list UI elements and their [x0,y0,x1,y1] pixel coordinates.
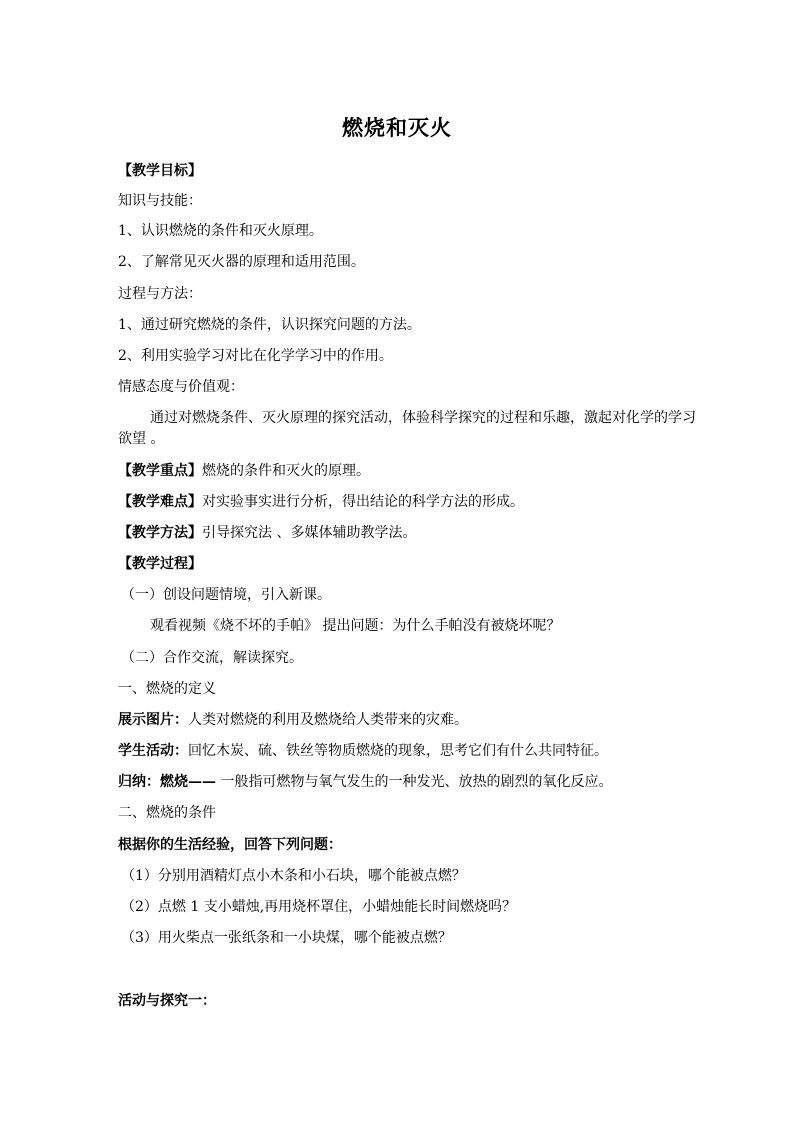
objectives-heading: 【教学目标】 [118,163,202,179]
question-3: （3）用火柴点一张纸条和一小块煤，哪个能被点燃？ [121,930,452,946]
summary-line [118,772,708,793]
knowledge-item-1: 1、认识燃烧的条件和灭火原理。 [118,223,323,239]
emotion-heading: 情感态度与价值观： [118,379,244,395]
step-2: （二）合作交流，解读探究。 [121,650,303,666]
summary-text: 一般指可燃物与氧气发生的一种发光、放热的剧烈的氧化反应。 [216,774,613,790]
page-title: 燃烧和灭火 [342,115,452,140]
question-intro: 根据你的生活经验，回答下列问题： [118,837,342,853]
process-item-1: 1、通过研究燃烧的条件，认识探究问题的方法。 [118,317,421,333]
key-point-line [118,461,708,482]
show-image-label: 展示图片： [118,712,188,728]
difficulty-text: 对实验事实进行分析，得出结论的科学方法的形成。 [202,494,524,510]
question-1: （1）分别用酒精灯点小木条和小石块，哪个能被点燃？ [121,868,466,884]
difficulty-label: 【教学难点】 [118,494,202,510]
step-1-detail: 观看视频《烧不坏的手帕》 提出问题：为什么手帕没有被烧坏呢？ [150,618,561,634]
show-image-line [118,710,708,731]
question-2: （2）点燃 1 支小蜡烛,再用烧杯罩住，小蜡烛能长时间燃烧吗？ [121,899,517,915]
show-image-text: 人类对燃烧的利用及燃烧给人类带来的灾难。 [188,712,468,728]
process-item-2: 2、利用实验学习对比在化学学习中的作用。 [118,348,393,364]
student-activity-line [118,741,708,762]
process-section-heading: 【教学过程】 [118,556,202,572]
step-1: （一）创设问题情境，引入新课。 [121,587,331,603]
key-point-text: 燃烧的条件和灭火的原理。 [202,463,370,479]
difficulty-line [118,492,708,513]
method-text: 引导探究法 、多媒体辅助教学法。 [202,525,417,541]
section-1-heading: 一、燃烧的定义 [118,681,216,697]
knowledge-item-2: 2、了解常见灭火器的原理和适用范围。 [118,254,365,270]
emotion-paragraph: 通过对燃烧条件、灭火原理的探究活动，体验科学探究的过程和乐趣，激起对化学的学习欲望 。 [118,410,696,447]
key-point-label: 【教学重点】 [118,463,202,479]
method-label: 【教学方法】 [118,525,202,541]
section-2-heading: 二、燃烧的条件 [118,805,216,821]
student-activity-label: 学生活动： [118,743,188,759]
activity-1-heading: 活动与探究一： [118,993,216,1009]
knowledge-heading: 知识与技能： [118,193,202,209]
process-heading: 过程与方法： [118,286,202,302]
method-line [118,523,708,544]
student-activity-text: 回忆木炭、硫、铁丝等物质燃烧的现象，思考它们有什么共同特征。 [188,743,608,759]
summary-label: 归纳：燃烧—— [118,774,216,790]
